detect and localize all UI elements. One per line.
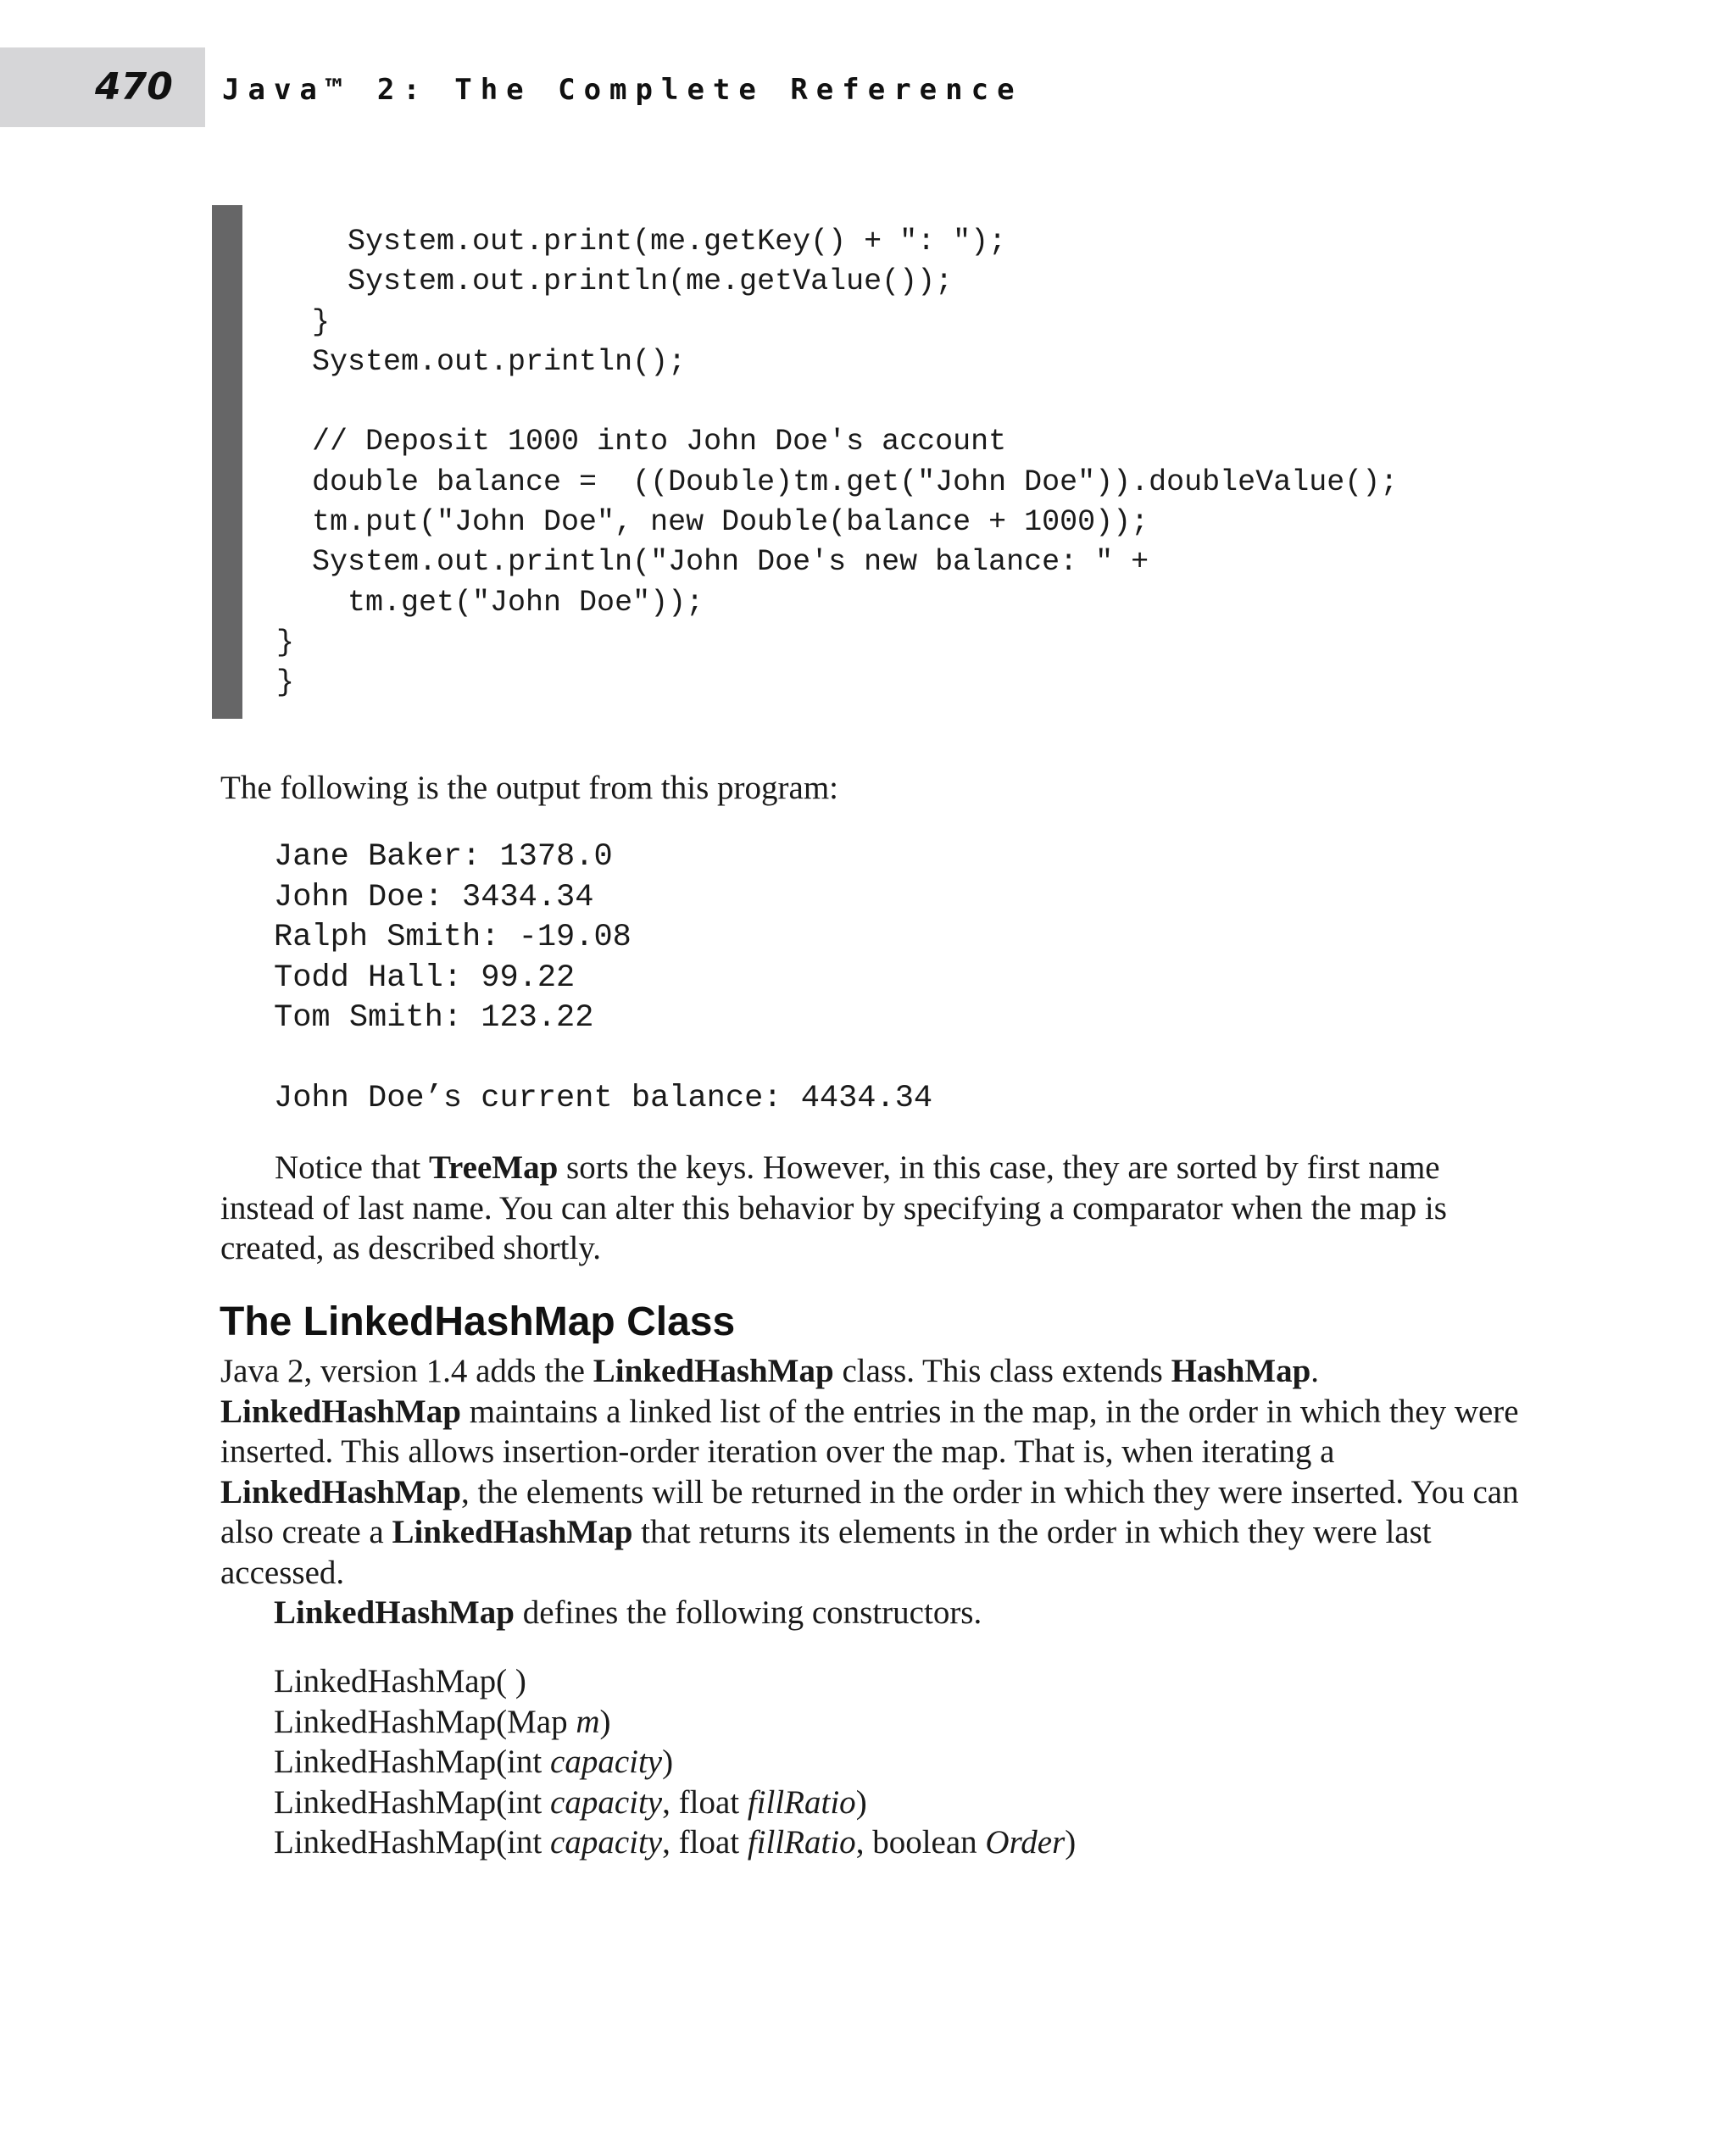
code-line: } [276,665,295,700]
output-line: John Doe: 3434.34 [274,879,594,915]
text-run: ) [1065,1824,1077,1861]
constructor-signature [274,1742,1076,1783]
text-run: class. This class extends [833,1353,1171,1389]
text-run: LinkedHashMap(int [274,1824,551,1861]
code-listing-bar [212,205,242,719]
output-intro-text: The following is the output from this program: [220,770,838,806]
code-line: tm.get("John Doe")); [276,585,704,620]
output-line: Tom Smith: 123.22 [274,1000,594,1036]
program-output [274,837,932,1120]
class-name-term: LinkedHashMap [220,1473,461,1510]
parameter-name: fillRatio [747,1783,856,1821]
text-run: LinkedHashMap( ) [274,1663,526,1699]
parameter-name: m [576,1703,600,1740]
constructors-intro [274,1593,982,1633]
notice-paragraph [220,1148,1526,1269]
running-title: Java™ 2: The Complete Reference [222,73,1023,107]
text-run: . [1310,1353,1320,1389]
text-run: , boolean [855,1824,986,1861]
output-line: Todd Hall: 99.22 [274,960,576,996]
code-line: System.out.print(me.getKey() + ": "); [276,225,1007,259]
page-number: 470 [95,65,173,108]
code-line: System.out.println(); [276,344,687,379]
output-line: Ralph Smith: -19.08 [274,920,632,955]
constructor-signature [274,1783,1076,1823]
text-run: that returns its elements in the order in which they were last accessed. [220,1514,1432,1591]
output-line: John Doe’s current balance: 4434.34 [274,1081,933,1116]
code-line: } [276,304,331,339]
constructor-list [274,1661,1076,1863]
code-line: // Deposit 1000 into John Doe's account [276,425,1007,459]
class-name-term: HashMap [1171,1353,1311,1389]
text-run: ) [599,1703,611,1740]
parameter-name: capacity [550,1744,663,1780]
text-run: ) [662,1744,674,1780]
class-name-term: LinkedHashMap [593,1353,834,1389]
parameter-name: fillRatio [747,1824,856,1861]
code-line: double balance = ((Double)tm.get("John Doe")).doubleValue(); [276,464,1399,499]
output-line: Jane Baker: 1378.0 [274,839,613,875]
section-heading: The LinkedHashMap Class [220,1299,736,1344]
text-run: Notice that [275,1149,429,1186]
text-run: , float [662,1824,748,1861]
text-run: defines the following constructors. [514,1594,982,1631]
text-run: maintains a linked list of the entries in the map, in the order in which they were inserted. This allows insertion-order iteration over the map. That is, when iterating a [220,1393,1519,1470]
text-run: LinkedHashMap(int [274,1744,551,1780]
class-name-term: LinkedHashMap [220,1393,461,1430]
class-name-term: LinkedHashMap [392,1514,633,1550]
text-run: ) [855,1783,867,1821]
text-run: , float [662,1783,748,1821]
class-name-term: LinkedHashMap [274,1594,515,1631]
constructor-signature [274,1822,1076,1863]
constructor-signature [274,1661,1076,1702]
class-name-term: TreeMap [428,1149,559,1186]
code-line: tm.put("John Doe", new Double(balance + 1000)); [276,505,1149,540]
text-run: Java 2, version 1.4 adds the [220,1353,593,1389]
parameter-name: capacity [550,1824,663,1861]
code-line: System.out.println("John Doe's new balance: " + [276,545,1149,580]
code-line: } [276,625,295,659]
code-listing [276,222,1398,704]
constructor-signature [274,1702,1076,1743]
parameter-name: capacity [550,1783,663,1821]
text-run: , the elements will be returned in the order in which they were inserted. You can also create a [220,1473,1519,1550]
parameter-name: Order [985,1824,1066,1861]
text-run: LinkedHashMap(Map [274,1703,576,1740]
code-line: System.out.println(me.getValue()); [276,264,954,299]
section-paragraph [220,1351,1526,1593]
text-run: LinkedHashMap(int [274,1783,551,1821]
text-run: sorts the keys. However, in this case, they are sorted by first name instead of last name. You can alter this behavior by specifying a comparator when the map is created, as described shortly. [220,1149,1447,1266]
